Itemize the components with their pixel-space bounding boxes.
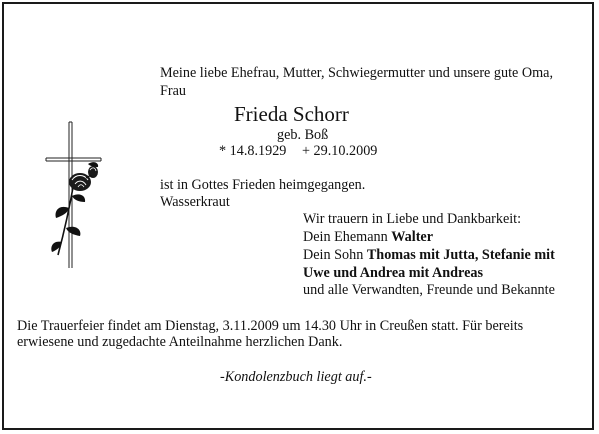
son-prefix: Dein Sohn [303,247,364,263]
death-date: + 29.10.2009 [302,143,378,159]
condolence-note: -Kondolenzbuch liegt auf.- [220,369,372,385]
deceased-name: Frieda Schorr [234,102,349,126]
intro-line-1: Meine liebe Ehefrau, Mutter, Schwiegermutter und unsere gute Oma, [160,65,554,81]
mourners-intro: Wir trauern in Liebe und Dankbarkeit: [303,211,522,227]
funeral-line-1: Die Trauerfeier findet am Dienstag, 3.11.2009 um 14.30 Uhr in Creußen statt. Für bereits [17,318,524,334]
funeral-line-2: erwiesene und zugedachte Anteilnahme herzlichen Dank. [17,334,343,350]
mourner-son [303,246,555,264]
mourners-others: und alle Verwandten, Freunde und Bekannte [303,282,555,298]
cross-with-rose-icon [44,120,104,270]
son-names-line-2: Uwe und Andrea mit Andreas [303,265,484,281]
husband-name: Walter [391,229,434,245]
birth-date: * 14.8.1929 [219,143,287,159]
husband-prefix: Dein Ehemann [303,229,388,245]
passing-line: ist in Gottes Frieden heimgegangen. [160,177,366,193]
place-name: Wasserkraut [160,194,230,210]
mourner-husband [303,228,433,246]
son-names-line-1: Thomas mit Jutta, Stefanie mit [366,247,555,263]
intro-line-2: Frau [160,83,187,99]
birth-name: geb. Boß [277,127,329,143]
son-names-line-2-row [303,264,483,282]
